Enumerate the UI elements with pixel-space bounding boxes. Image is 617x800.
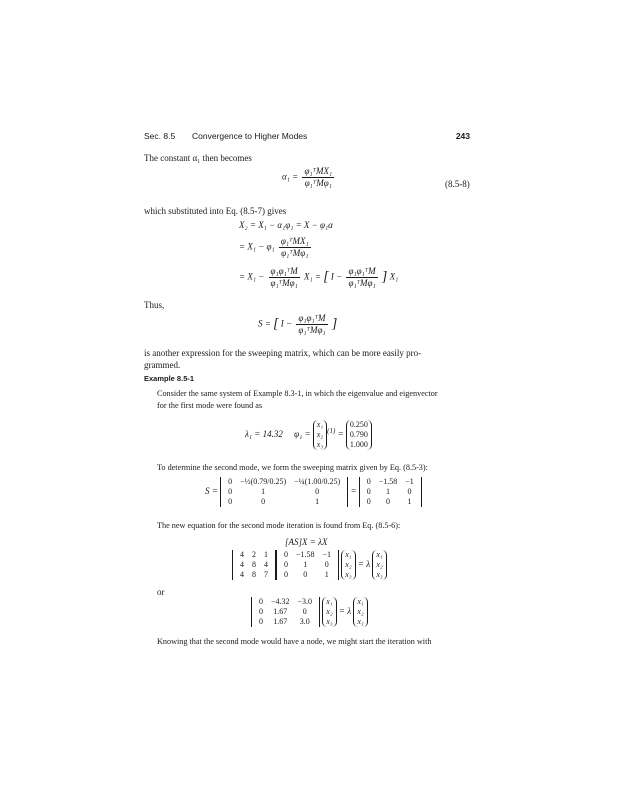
page-number: 243 — [455, 131, 470, 141]
equation-x2-line3 — [239, 266, 398, 289]
s-res-cell: 1 — [407, 497, 412, 506]
equation-first-mode — [245, 420, 372, 450]
eigenvector-values — [346, 420, 372, 450]
x-vector-right — [372, 550, 386, 580]
a-cell: 4 — [240, 560, 244, 569]
x-el: x₂ — [345, 560, 352, 569]
sm-cell: 0 — [303, 570, 308, 579]
a-cell: 1 — [264, 550, 268, 559]
example-title: Example 8.5-1 — [144, 374, 195, 383]
x-el: x₃ — [345, 570, 352, 579]
phi-label: φ₁ = — [294, 429, 311, 440]
equation-as-x: [AS]X = λX — [285, 537, 328, 547]
eq3-numerator: φ₁φ₁ᵀM — [298, 313, 326, 323]
or-cell: 0 — [259, 597, 263, 606]
as-matrix — [251, 597, 320, 627]
s-res-cell: 0 — [407, 487, 412, 496]
eigenvector-symbolic — [313, 420, 327, 450]
eq2-line3-identity: I − — [330, 271, 343, 282]
x-vector-right-2 — [353, 597, 367, 627]
vec-x1: x₁ — [316, 420, 324, 429]
s-matrix-result — [359, 477, 422, 507]
vec-x2: x₂ — [316, 430, 324, 439]
s-cell: 0 — [228, 497, 233, 506]
eq3-lhs: S = — [258, 318, 271, 329]
x-vector-left — [341, 550, 355, 580]
x-el: x₁ — [357, 597, 364, 606]
equation-alpha — [282, 166, 336, 189]
or-cell: 0 — [259, 607, 263, 616]
equation-x2-line1: X₂ = X₁ − α₁φ₁ = X − φ₁α — [239, 220, 333, 230]
equation-x2-line2 — [239, 236, 313, 259]
eq2-line3-end: X₁ — [389, 271, 399, 282]
s-res-cell: 0 — [386, 497, 391, 506]
eq3-denominator: φ₁ᵀMφ₁ — [298, 325, 326, 335]
paragraph-8: or — [157, 587, 165, 597]
s-cell: 1 — [315, 497, 320, 506]
eq2-line2-denominator: φ₁ᵀMφ₁ — [281, 248, 309, 258]
s-res-cell: 0 — [366, 497, 371, 506]
s-matrix-symbolic — [220, 477, 348, 507]
or-cell: 0 — [302, 607, 307, 616]
sm-cell: 0 — [284, 570, 288, 579]
a-cell: 4 — [264, 560, 268, 569]
mode-superscript: (1) — [327, 427, 336, 436]
eigenvalue: λ₁ = 14.32 — [245, 429, 283, 440]
or-cell: 3.0 — [299, 617, 310, 626]
s-cell: −¼(1.00/0.25) — [294, 477, 341, 486]
bracket-open: [ — [323, 269, 329, 285]
eq2-line3-fraction — [269, 266, 300, 289]
sm-cell: 1 — [324, 570, 329, 579]
eq1-lhs: α₁ = — [282, 171, 299, 182]
s-res-cell: 0 — [366, 487, 371, 496]
or-cell: −4.32 — [271, 597, 290, 606]
a-matrix — [232, 550, 276, 580]
paragraph-7: The new equation for the second mode iteration is found from Eq. (8.5-6): — [157, 521, 401, 530]
eq2-line3-numerator2: φ₁φ₁ᵀM — [348, 266, 376, 276]
a-cell: 4 — [240, 570, 244, 579]
eq2-line3-fraction2 — [346, 266, 377, 289]
eq2-line3-pre: = X₁ − — [239, 271, 265, 282]
eq1-fraction — [302, 166, 334, 189]
or-cell: 0 — [259, 617, 263, 626]
sm-cell: 0 — [284, 560, 288, 569]
paragraph-4b: grammed. — [144, 360, 181, 370]
lambda-equals-2: = λ — [338, 606, 352, 617]
paragraph-4a: is another expression for the sweeping matrix, which can be more easily pro- — [144, 348, 422, 358]
or-cell: −3.0 — [297, 597, 313, 606]
or-cell: 1.67 — [273, 617, 288, 626]
x-vector-left-2 — [322, 597, 336, 627]
s-res-cell: 0 — [366, 477, 371, 486]
vec-val-1: 0.250 — [349, 420, 368, 429]
s-cell: 1 — [261, 487, 266, 496]
s-res-cell: −1.58 — [378, 477, 398, 486]
x-el: x₃ — [326, 617, 333, 626]
a-cell: 8 — [252, 560, 256, 569]
sm-cell: 0 — [284, 550, 288, 559]
x-el: x₂ — [376, 560, 383, 569]
eq2-line2-numerator: φ₁ᵀMX₁ — [280, 236, 309, 246]
a-cell: 2 — [252, 550, 256, 559]
x-el: x₁ — [326, 597, 333, 606]
vec-val-2: 0.790 — [349, 430, 368, 439]
equation-reduced — [251, 597, 368, 627]
s-cell: 0 — [261, 497, 266, 506]
x-el: x₃ — [357, 617, 364, 626]
s-cell: −½(0.79/0.25) — [240, 477, 287, 486]
eq2-line3-mid: X₁ = — [303, 271, 321, 282]
a-cell: 7 — [264, 570, 268, 579]
vec-x3: x₃ — [316, 440, 324, 449]
x-el: x₁ — [345, 550, 352, 559]
paragraph-2: which substituted into Eq. (8.5-7) gives — [144, 206, 287, 216]
paragraph-6: To determine the second mode, we form the sweeping matrix given by Eq. (8.5-3): — [157, 463, 428, 472]
equals: = — [337, 429, 344, 440]
paragraph-3: Thus, — [144, 300, 165, 310]
equation-product — [232, 550, 387, 580]
section-title: Convergence to Higher Modes — [192, 131, 308, 141]
bracket-close: ] — [381, 269, 388, 285]
eq1-denominator: φ₁ᵀMφ₁ — [304, 178, 332, 188]
eq3-fraction — [296, 313, 327, 336]
equation-sweeping-matrix — [258, 313, 337, 336]
s-lhs: S = — [205, 486, 218, 497]
eq2-line2-fraction — [279, 236, 311, 259]
s-cell: 0 — [228, 487, 233, 496]
paragraph-1: The constant α₁ then becomes — [144, 153, 252, 163]
sm-cell: 1 — [303, 560, 308, 569]
s-equals: = — [350, 486, 357, 497]
eq1-numerator: φ₁ᵀMX₁ — [304, 166, 333, 176]
x-el: x₂ — [326, 607, 333, 616]
s-matrix-2 — [276, 550, 339, 580]
a-cell: 8 — [252, 570, 256, 579]
s-cell: 0 — [315, 487, 320, 496]
sm-cell: 0 — [324, 560, 329, 569]
eq2-line3-denominator: φ₁ᵀMφ₁ — [270, 278, 298, 288]
equation-s-matrix — [205, 477, 422, 507]
s-cell: 0 — [228, 477, 233, 486]
bracket-open: [ — [273, 316, 279, 332]
bracket-close: ] — [331, 316, 338, 332]
vec-val-3: 1.000 — [349, 440, 368, 449]
paragraph-5b: for the first mode were found as — [157, 401, 263, 410]
s-res-cell: −1 — [405, 477, 414, 486]
paragraph-5a: Consider the same system of Example 8.3-1, in which the eigenvalue and eigenvector — [157, 389, 438, 398]
sm-cell: −1.58 — [296, 550, 315, 559]
s-res-cell: 1 — [386, 487, 391, 496]
eq2-line3-denominator2: φ₁ᵀMφ₁ — [348, 278, 376, 288]
eq2-line3-numerator: φ₁φ₁ᵀM — [270, 266, 298, 276]
sm-cell: −1 — [322, 550, 332, 559]
x-el: x₁ — [376, 550, 383, 559]
equation-number: (8.5-8) — [445, 179, 470, 189]
lambda-equals: = λ — [357, 559, 371, 570]
paragraph-9: Knowing that the second mode would have a node, we might start the iteration with — [157, 637, 432, 646]
eq2-line2-pre: = X₁ − φ₁ — [239, 241, 275, 252]
section-number: Sec. 8.5 — [144, 131, 176, 141]
or-cell: 1.67 — [273, 607, 288, 616]
eq3-identity: I − — [280, 318, 293, 329]
a-cell: 4 — [240, 550, 244, 559]
x-el: x₂ — [357, 607, 364, 616]
x-el: x₃ — [376, 570, 383, 579]
